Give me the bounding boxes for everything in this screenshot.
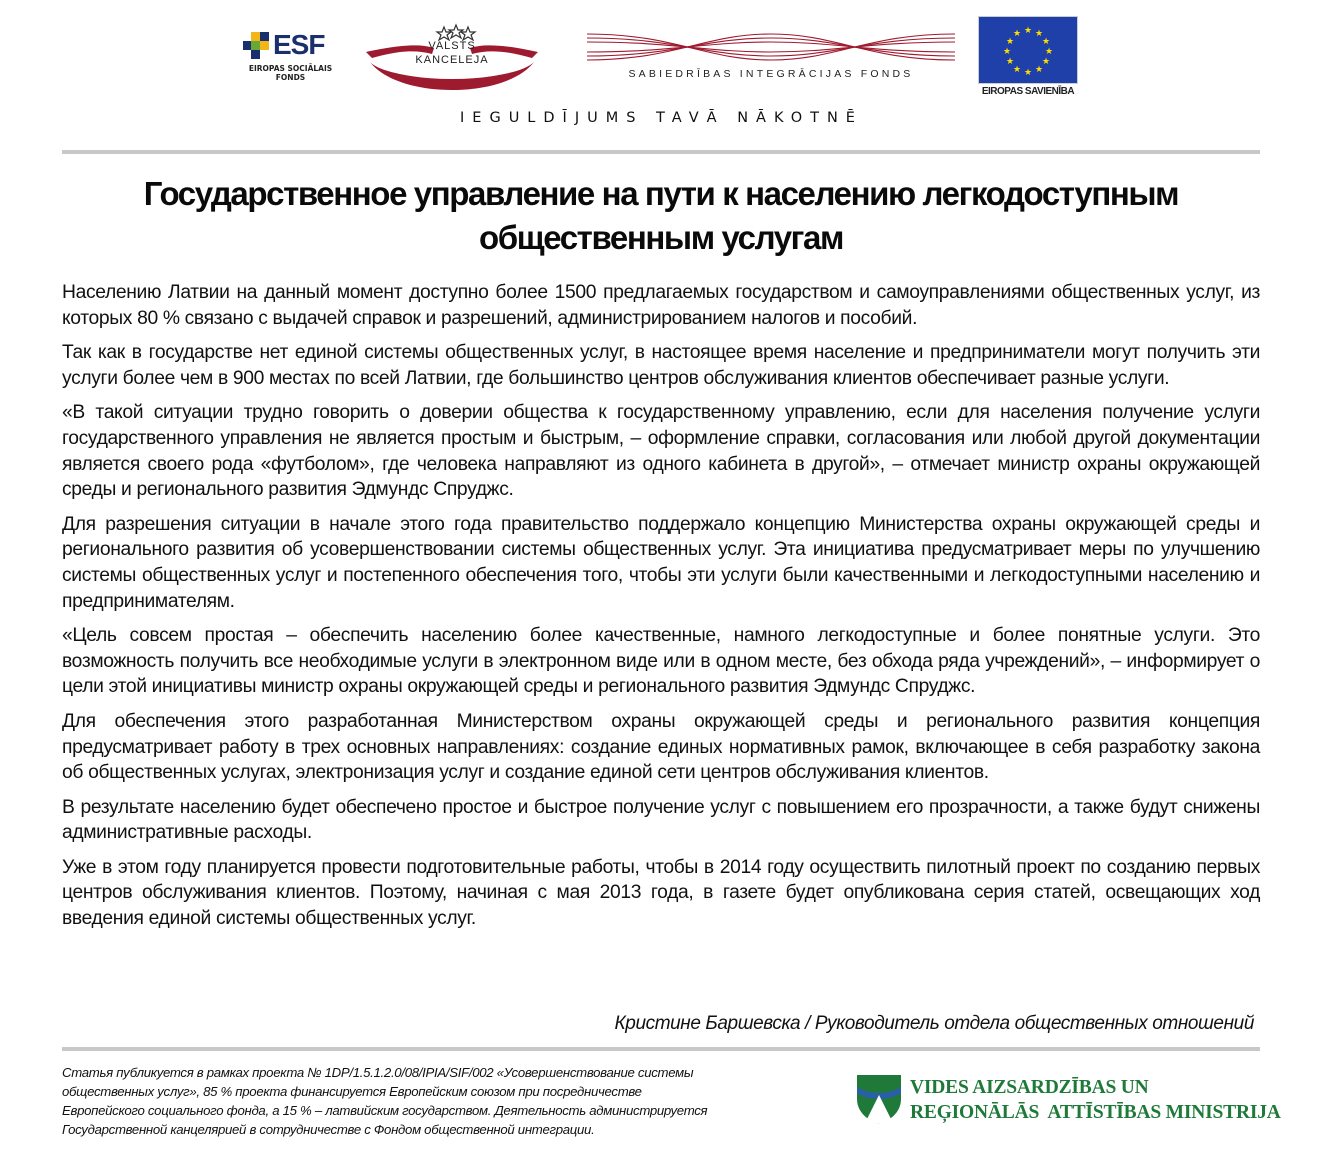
paragraph-1: Населению Латвии на данный момент доступно более 1500 предлагаемых государством и самоуправлениями общественных услуг, из которых 80 % связано с выдачей справок и разрешений, администрированием налогов и пособий.: [62, 282, 1260, 329]
esf-wordmark: ESF: [273, 29, 325, 60]
paragraph-8: Уже в этом году планируется провести подготовительные работы, чтобы в 2014 году осуществить пилотный проект по созданию первых центров обслуживания клиентов. Поэтому, начиная с мая 2013 года, в газете будет опубликована серия статей, освещающих ход введения единой системы общественных услуг.: [62, 856, 1260, 930]
eu-flag-icon: [978, 16, 1078, 84]
svg-text:★: ★: [1012, 29, 1022, 39]
paragraph-2: Так как в государстве нет единой системы общественных услуг, в настоящее время население и предприниматели могут получить эти услуги более чем в 900 местах по всей Латвии, где большинство центров обслуживания клиентов обеспечивает разные услуги.: [62, 342, 1260, 389]
svg-text:★: ★: [1041, 37, 1051, 47]
slogan: IEGULDĪJUMS TAVĀ NĀKOTNĒ: [460, 110, 863, 126]
article-title: [62, 172, 1260, 260]
paragraph-5: «Цель совсем простая – обеспечить населению более качественные, намного легкодоступные и более понятные услуги. Это возможность получить все необходимые услуги в электронном виде или в одном месте, без обхода ряда учреждений», – информирует о цели этой инициативы министр охраны окружающей среды и регионального развития Эдмундс Спруджс.: [62, 625, 1260, 698]
article-body: [62, 280, 1260, 941]
svg-text:★: ★: [1005, 57, 1015, 67]
esf-subtitle: EIROPAS SOCIĀLAIS FONDS: [248, 64, 333, 82]
sif-wave-icon: [585, 26, 957, 68]
svg-text:★: ★: [1044, 47, 1054, 57]
svg-text:★: ★: [1012, 65, 1022, 75]
eu-logo: [978, 16, 1078, 104]
valsts-kanceleja-logo: [362, 22, 542, 94]
divider-top: [62, 150, 1260, 154]
footnote-line: Государственной канцелярией в сотрудничестве с Фондом общественной интеграции.: [62, 1122, 595, 1137]
paragraph-7: В результате населению будет обеспечено простое и быстрое получение услуг с повышением его прозрачности, а также будут снижены административные расходы.: [62, 796, 1260, 844]
footnote-line: Европейского социального фонда, а 15 % – латвийским государством. Деятельность администрируется: [62, 1103, 708, 1118]
ministry-logo: [855, 1073, 1281, 1131]
author-signature: Кристине Баршевска / Руководитель отдела общественных отношений: [614, 1013, 1254, 1034]
svg-text:★: ★: [1023, 26, 1033, 36]
footnote-line: Статья публикуется в рамках проекта № 1DP/1.5.1.2.0/08/IPIA/SIF/002 «Усовершенствование системы: [62, 1065, 694, 1080]
title-line-1: Государственное управление на пути к населению легкодоступным: [143, 175, 1179, 212]
svg-text:★: ★: [1002, 47, 1012, 57]
paragraph-3: «В такой ситуации трудно говорить о доверии общества к государственному управлению, если для населения получение услуги государственного управления не является простым и быстрым, – оформление справки, согласования или любой другой документации является своего рода «футболом», где человека направляют из одного кабинета в другой», – отмечает министр охраны окружающей среды и регионального развития Эдмундс Спруджс.: [62, 402, 1260, 501]
vk-line1: VALSTS: [428, 40, 476, 52]
project-footnote: [62, 1063, 842, 1139]
title-line-2: общественным услугам: [479, 219, 843, 256]
svg-text:★: ★: [1034, 29, 1044, 39]
paragraph-6: Для обеспечения этого разработанная Министерством охраны окружающей среды и регионального развития концепция предусматривает работу в трех основных направлениях: создание единых нормативных рамок, включающее в себя разработку закона об общественных услугах, электронизация услуг и создание единой сети центров обслуживания клиентов.: [62, 710, 1260, 784]
divider-bottom: [62, 1047, 1260, 1051]
sif-logo: [585, 26, 957, 86]
svg-text:★: ★: [1005, 37, 1015, 47]
vk-line2: KANCELEJA: [415, 54, 489, 66]
header-logos: [0, 0, 1323, 110]
ministry-name: VIDES AIZSARDZĪBAS UN REĢIONĀLĀS ATTĪSTĪBAS MINISTRIJA: [910, 1077, 1281, 1123]
esf-logo: [243, 30, 338, 90]
sif-label: SABIEDRĪBAS INTEGRĀCIJAS FONDS: [628, 68, 914, 80]
svg-text:★: ★: [1023, 68, 1033, 78]
svg-text:★: ★: [1034, 65, 1044, 75]
svg-text:★: ★: [1041, 57, 1051, 67]
eu-label: EIROPAS SAVIENĪBA: [981, 86, 1075, 97]
esf-squares-icon: [243, 32, 273, 60]
footnote-line: общественных услуг», 85 % проекта финансируется Европейским союзом при посредничестве: [62, 1084, 642, 1099]
ministry-emblem-icon: [855, 1073, 903, 1125]
paragraph-4: Для разрешения ситуации в начале этого года правительство поддержало концепцию Министерства охраны окружающей среды и регионального развития об усовершенствовании системы общественных услуг. Эта инициатива предусматривает меры по улучшению системы общественных услуг и постепенного обеспечения того, чтобы эти услуги были качественными и легкодоступными населению и предпринимателям.: [62, 513, 1260, 612]
